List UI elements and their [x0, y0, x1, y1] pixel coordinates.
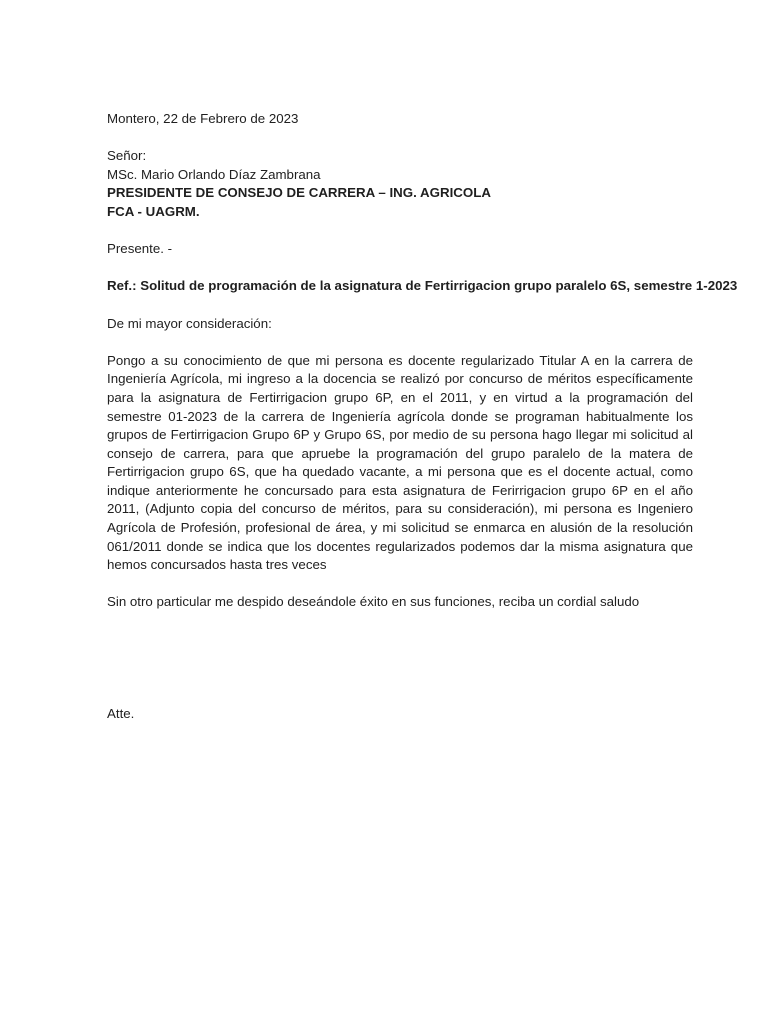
salutation: Señor: [107, 148, 147, 164]
place-date: Montero, 22 de Febrero de 2023 [107, 111, 299, 126]
reference-line: Ref.: Solitud de programación de la asignatura de Fertirrigacion grupo paralelo 6S, semestre 1-2023 [107, 278, 738, 294]
recipient-org: FCA - UAGRM. [107, 203, 200, 219]
greeting: De mi mayor consideración: [107, 315, 272, 331]
letter-body [107, 110, 738, 724]
signoff: Atte. [107, 706, 135, 722]
recipient-name: MSc. Mario Orlando Díaz Zambrana [107, 166, 321, 182]
recipient-title: PRESIDENTE DE CONSEJO DE CARRERA – ING. AGRICOLA [107, 185, 491, 201]
body-paragraph: Pongo a su conocimiento de que mi persona es docente regularizado Titular A en la carrera de Ingeniería Agrícola, mi ingreso a la docencia se realizó por concurso de méritos específicamente para la asignatura de Fertirrigacion grupo 6P, en el 2011, y en virtud a la programación del semestre 01-2023 de la carrera de Ingeniería agrícola donde se programan habitualmente los grupos de Fertirrigacion Grupo 6P y Grupo 6S, por medio de su persona hago llegar mi solicitud al consejo de carrera, para que apruebe la programación del grupo paralelo de la matera de Fertirrigacion grupo 6S, que ha quedado vacante, a mi persona que es el docente actual, como indique anteriormente he concursado para esta asignatura de Ferirrigacion grupo 6P en el año 2011, (Adjunto copia del concurso de méritos, para su consideración), mi persona es Ingeniero Agrícola de Profesión, profesional de área, y mi solicitud se enmarca en alusión de la resolución 061/2011 donde se indica que los docentes regularizados podemos dar la misma asignatura que hemos concursados hasta tres veces [107, 352, 693, 573]
presente-line: Presente. - [107, 241, 173, 257]
closing-line: Sin otro particular me despido deseándole éxito en sus funciones, reciba un cordial saludo [107, 594, 640, 610]
